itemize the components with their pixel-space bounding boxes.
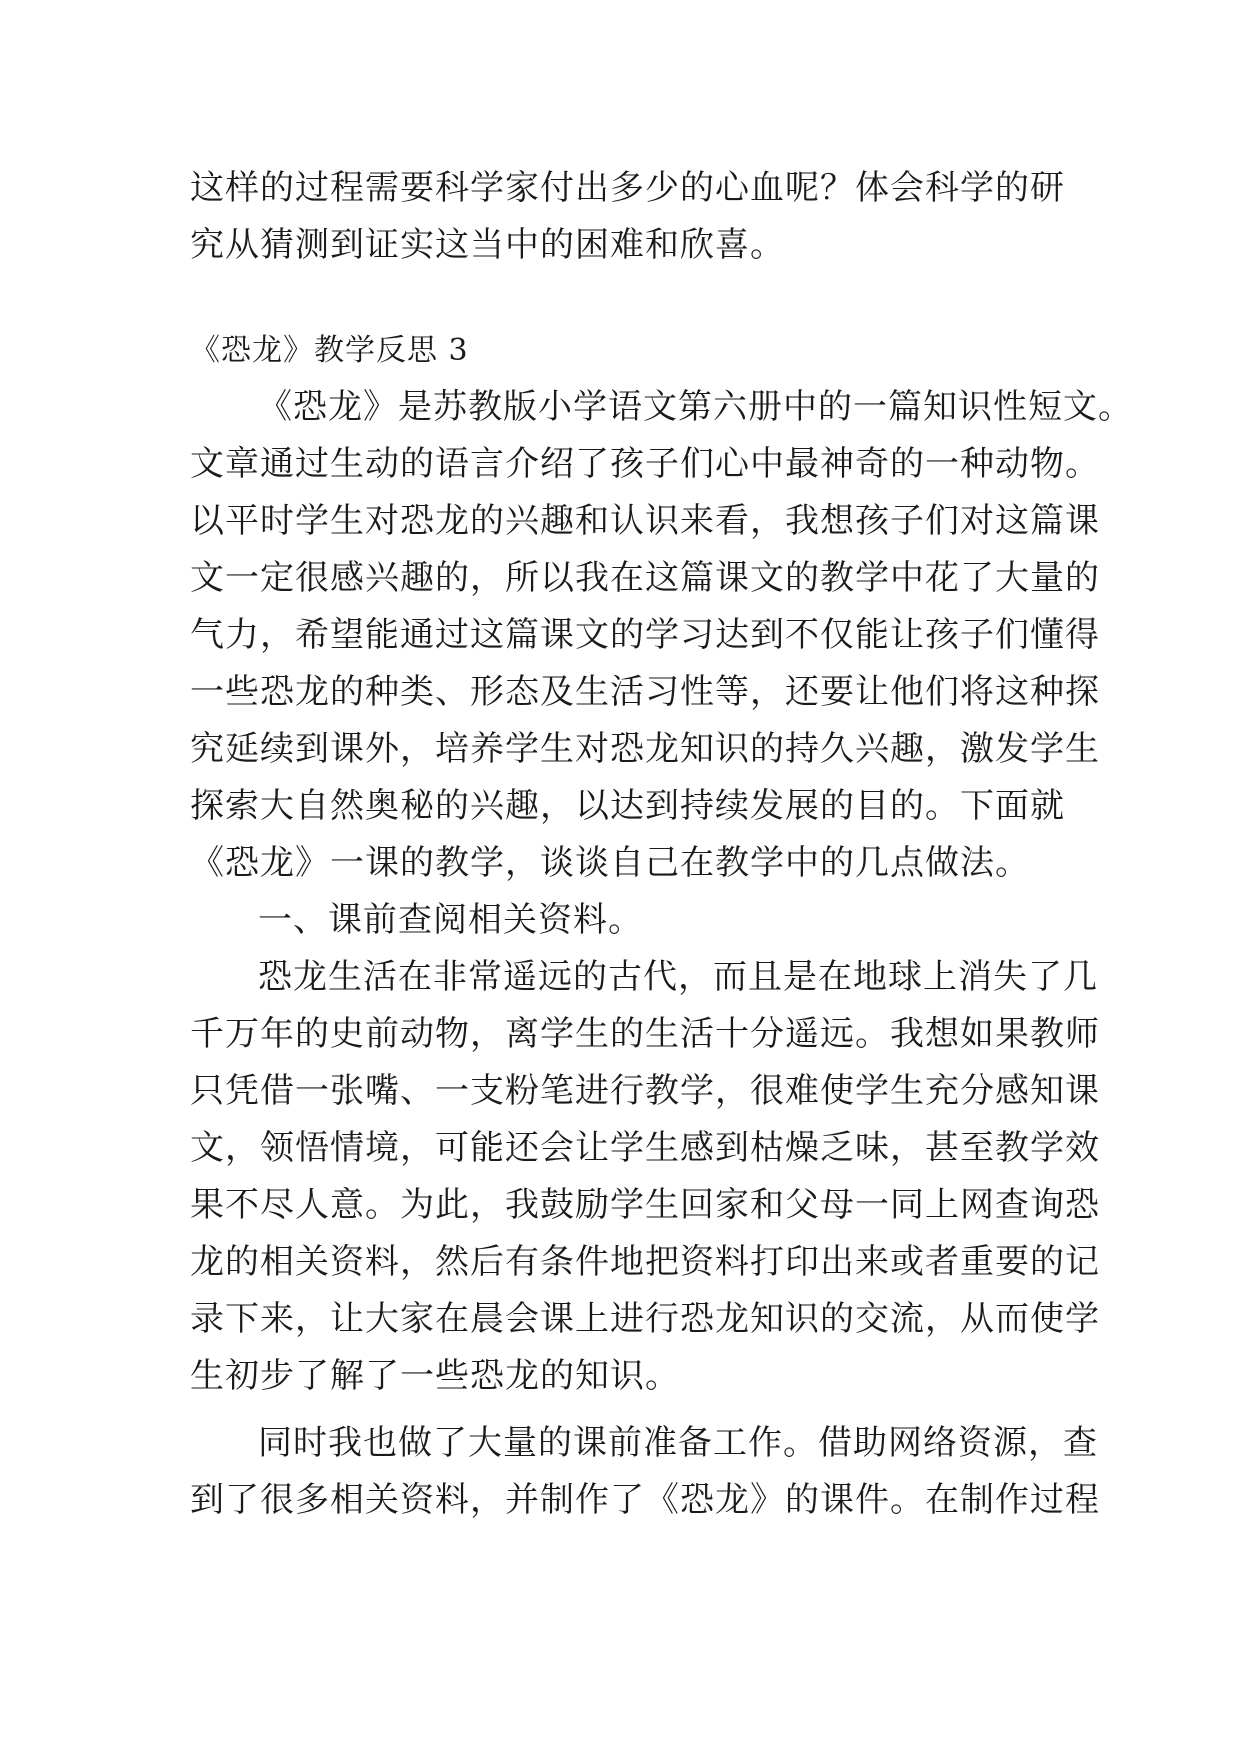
text-line: 这样的过程需要科学家付出多少的心血呢？体会科学的研: [190, 168, 1065, 208]
paragraph-1: [190, 379, 1133, 892]
section-title: 《恐龙》教学反思 3: [190, 333, 469, 368]
text-line: 一些恐龙的种类、形态及生活习性等，还要让他们将这种探: [190, 672, 1100, 712]
document-body: [190, 160, 1133, 1529]
text-line: 以平时学生对恐龙的兴趣和认识来看，我想孩子们对这篇课: [190, 501, 1100, 541]
point-heading: 一、课前查阅相关资料。: [258, 900, 643, 940]
text-line: 文一定很感兴趣的，所以我在这篇课文的教学中花了大量的: [190, 558, 1100, 598]
text-line: 文，领悟情境，可能还会让学生感到枯燥乏味，甚至教学效: [190, 1128, 1100, 1168]
text-line: 探索大自然奥秘的兴趣，以达到持续发展的目的。下面就: [190, 786, 1065, 826]
text-line: 究延续到课外，培养学生对恐龙知识的持久兴趣，激发学生: [190, 729, 1100, 769]
text-line: 同时我也做了大量的课前准备工作。借助网络资源，查: [258, 1423, 1098, 1463]
text-line: 文章通过生动的语言介绍了孩子们心中最神奇的一种动物。: [190, 444, 1100, 484]
text-line: 龙的相关资料，然后有条件地把资料打印出来或者重要的记: [190, 1242, 1100, 1282]
text-line: 只凭借一张嘴、一支粉笔进行教学，很难使学生充分感知课: [190, 1071, 1100, 1111]
text-line: 录下来，让大家在晨会课上进行恐龙知识的交流，从而使学: [190, 1299, 1100, 1339]
paragraph-2: [190, 949, 1100, 1405]
text-line: 究从猜测到证实这当中的困难和欣喜。: [190, 225, 785, 265]
text-line: 《恐龙》是苏教版小学语文第六册中的一篇知识性短文。: [258, 387, 1133, 427]
text-line: 《恐龙》一课的教学，谈谈自己在教学中的几点做法。: [190, 843, 1030, 883]
intro-paragraph: [190, 160, 1070, 274]
text-line: 果不尽人意。为此，我鼓励学生回家和父母一同上网查询恐: [190, 1185, 1100, 1225]
text-line: 千万年的史前动物，离学生的生活十分遥远。我想如果教师: [190, 1014, 1100, 1054]
paragraph-3: [190, 1415, 1100, 1529]
text-line: 气力，希望能通过这篇课文的学习达到不仅能让孩子们懂得: [190, 615, 1100, 655]
text-line: 生初步了解了一些恐龙的知识。: [190, 1356, 680, 1396]
text-line: 到了很多相关资料，并制作了《恐龙》的课件。在制作过程: [190, 1480, 1100, 1520]
text-line: 恐龙生活在非常遥远的古代，而且是在地球上消失了几: [258, 957, 1098, 997]
